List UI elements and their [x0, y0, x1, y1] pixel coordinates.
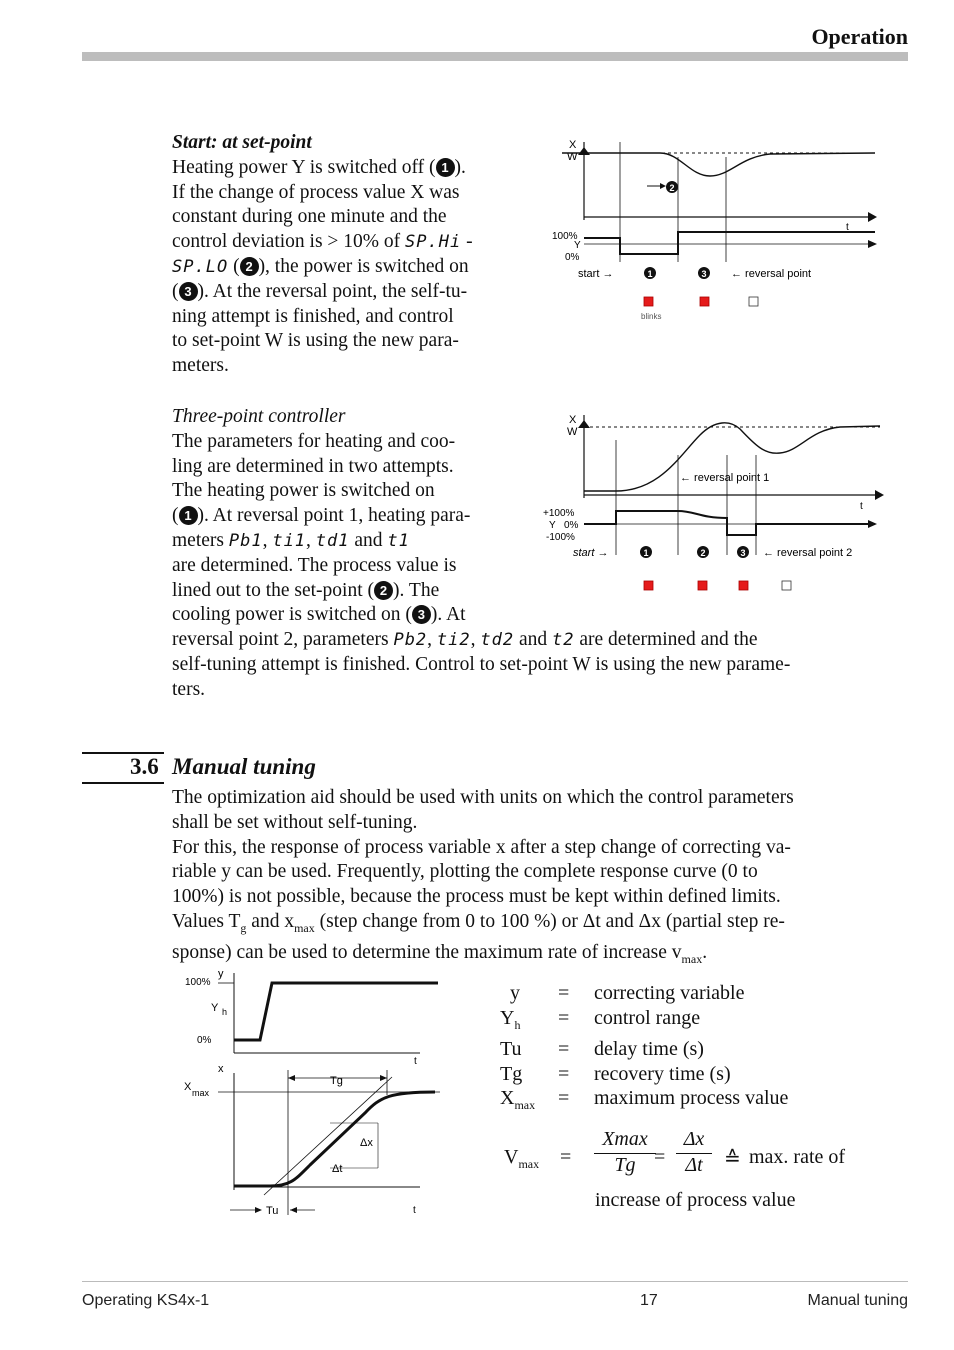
legend-row [500, 1037, 788, 1062]
step-2-icon: 2 [240, 257, 259, 276]
s-line3: For this, the response of process variable x after a step change of correcting va- [172, 836, 791, 858]
b2-line10: self-tuning attempt is finished. Control to set-point W is using the new parame- [172, 653, 791, 675]
legend-row [500, 981, 788, 1006]
c2-rev2-label: ← reversal point 2 [763, 547, 853, 559]
legend-equals: = [558, 1062, 570, 1085]
comma: , [427, 629, 437, 651]
legend-symbol [500, 1086, 558, 1118]
s-line6a: Values T [172, 910, 241, 932]
b1-line9: meters. [172, 355, 229, 377]
legend-symbol-sub: max [514, 1098, 536, 1113]
legend-symbol [500, 1062, 558, 1087]
legend-description: recovery time (s) [594, 1062, 731, 1085]
c1-y100: 100% [552, 231, 578, 242]
b1-line7: ning attempt is finished, and control [172, 305, 454, 327]
c1-process-curve [562, 153, 875, 176]
legend-row [500, 1006, 788, 1038]
c2-led-3-icon [739, 581, 748, 590]
legend-description: delay time (s) [594, 1038, 704, 1061]
b1-line8: to set-point W is using the new para- [172, 330, 459, 352]
legend-symbol-text: Y [500, 1006, 515, 1029]
manual-tuning-text [172, 786, 902, 971]
legend-symbol-sub: h [514, 1017, 521, 1032]
frac1-num: Xmax [602, 1128, 648, 1150]
b2-line7b: ). The [393, 579, 440, 601]
legend-description: maximum process value [594, 1087, 789, 1110]
s-line7b: . [702, 941, 708, 963]
block2-heading: Three-point controller [172, 406, 346, 427]
b2-line11: ters. [172, 678, 206, 700]
b1-dash: - [461, 231, 473, 253]
c2-led-1-icon [644, 581, 653, 590]
b2-line7a: lined out to the set-point ( [172, 579, 375, 601]
param-pb1: Pb1 [228, 530, 263, 551]
b2-line4a: ( [172, 505, 179, 527]
c3-tangent [264, 1077, 392, 1195]
c2-led-2-icon [698, 581, 707, 590]
s-line4: riable y can be used. Frequently, plotting the complete response curve (0 to [172, 861, 758, 883]
svg-text:2: 2 [669, 183, 675, 193]
c1-x-label: X [569, 139, 577, 151]
three-point-tuning-diagram [540, 405, 890, 600]
b1-line5b: ), the power is switched on [258, 255, 469, 277]
footer-doc-title: Operating KS4x-1 [82, 1292, 210, 1309]
section-rule-bottom [82, 782, 164, 784]
b2-line3: The heating power is switched on [172, 480, 435, 502]
param-pb2: Pb2 [393, 630, 428, 651]
legend-table [500, 981, 788, 1118]
fraction-1 [594, 1128, 656, 1177]
c1-led-off-icon [749, 297, 758, 306]
c2-t-label: t [860, 501, 863, 512]
footer-page-number: 17 [640, 1292, 658, 1309]
section-title: Manual tuning [172, 754, 316, 779]
step-1-icon: 1 [436, 158, 455, 177]
comma: , [470, 629, 481, 651]
c1-y0: 0% [565, 252, 580, 263]
comma: , [262, 529, 273, 551]
param-splo: SP.LO [172, 256, 229, 277]
b1-line1: Heating power Y is switched off ( [172, 156, 436, 178]
b1-line2: If the change of process value X was [172, 181, 460, 203]
frac2-den: Δt [676, 1153, 712, 1177]
legend-symbol-text: Tg [500, 1062, 523, 1085]
c3-y0: 0% [197, 1035, 212, 1046]
c2-y0: 0% [564, 520, 579, 531]
formula-eq2: = [654, 1146, 666, 1168]
c1-reversal-label: ← reversal point [731, 268, 812, 280]
s-line2: shall be set without self-tuning. [172, 811, 418, 833]
param-ti2: ti2 [436, 630, 471, 651]
comma: , [306, 529, 316, 551]
footer-rule [82, 1281, 908, 1282]
c2-y100: +100% [543, 508, 575, 519]
c3-y-label: y [218, 968, 224, 980]
vmax-sub: max [518, 1157, 540, 1171]
legend-row [500, 1086, 788, 1118]
and-word: and [514, 629, 553, 651]
step-3-icon: 3 [412, 605, 431, 624]
b1-line6a: ( [172, 280, 179, 302]
param-t2: t2 [552, 630, 575, 651]
legend-symbol-text: y [510, 982, 520, 1004]
b2-line8b: ). At [430, 604, 466, 626]
start-at-setpoint-text [172, 131, 532, 379]
svg-text:3: 3 [740, 548, 746, 558]
legend-equals: = [558, 1087, 570, 1110]
b2-line5a: meters [172, 529, 229, 551]
c1-blinks-label: blinks [641, 312, 662, 321]
c3-yh-sub: h [222, 1007, 228, 1017]
c2-led-off-icon [782, 581, 791, 590]
symbol-legend [500, 981, 788, 1118]
b1-line1-end: ). [454, 156, 466, 178]
sub-g: g [240, 920, 247, 935]
s-line7a: sponse) can be used to determine the maximum rate of increase v [172, 941, 682, 963]
param-sphi: SP.Hi [405, 232, 462, 253]
b1-line3: constant during one minute and the [172, 206, 447, 228]
c3-t-top-label: t [414, 1056, 417, 1067]
and-word: and [349, 529, 388, 551]
c1-power-signal [584, 232, 875, 254]
vmax-symbol: V [504, 1146, 519, 1168]
s-line6c: (step change from 0 to 100 %) or Δt and Δx (partial step re- [314, 910, 785, 932]
b1-line6b: ). At the reversal point, the self-tu- [197, 280, 468, 302]
param-ti1: ti1 [272, 530, 307, 551]
param-td2: td2 [480, 630, 515, 651]
legend-symbol [500, 1037, 558, 1062]
c3-dt-label: Δt [332, 1163, 343, 1175]
b2-line4b: ). At reversal point 1, heating para- [197, 505, 471, 527]
c1-w-label: W [567, 151, 578, 163]
c2-rev1-label: ← reversal point 1 [680, 472, 770, 484]
legend-symbol [500, 1006, 558, 1038]
legend-row [500, 1062, 788, 1087]
b1-line5a: ( [228, 255, 240, 277]
c1-y-label: Y [574, 240, 581, 251]
rate-text: max. rate of [749, 1146, 846, 1168]
legend-symbol-text: Tu [500, 1038, 522, 1061]
legend-equals: = [558, 1006, 570, 1029]
page-header-title: Operation [811, 24, 908, 49]
rate-text-2: increase of process value [595, 1189, 796, 1211]
c3-dx-label: Δx [360, 1137, 373, 1149]
svg-text:2: 2 [700, 548, 706, 558]
formula-eq1: = [560, 1146, 572, 1168]
c1-t-label: t [846, 222, 849, 233]
c3-y100: 100% [185, 977, 211, 988]
b2-line1: The parameters for heating and coo- [172, 430, 456, 452]
c1-led-on-icon [700, 297, 709, 306]
b2-line9a: reversal point 2, parameters [172, 629, 394, 651]
s-line6b: and x [246, 910, 295, 932]
b2-line2: ling are determined in two attempts. [172, 455, 454, 477]
c3-tg-label: Tg [330, 1075, 343, 1087]
svg-text:1: 1 [643, 548, 649, 558]
step-3-icon: 3 [179, 282, 198, 301]
c3-xmax: X [184, 1081, 192, 1093]
section-number: 3.6 [130, 754, 159, 779]
setpoint-tuning-diagram [540, 132, 890, 327]
c2-ym100: -100% [546, 532, 575, 543]
b2-line6: are determined. The process value is [172, 554, 457, 576]
s-line5: 100%) is not possible, because the process must be kept within defined limits. [172, 886, 781, 908]
legend-description: control range [594, 1006, 701, 1029]
step-1-icon: 1 [179, 506, 198, 525]
legend-equals: = [558, 1038, 570, 1061]
c2-start-label: start → [573, 547, 609, 559]
fraction-2 [676, 1128, 712, 1177]
block1-heading: Start: at set-point [172, 132, 312, 153]
step-response-diagram [180, 965, 450, 1220]
c2-x-label: X [569, 414, 577, 426]
b2-line9b: are determined and the [574, 629, 758, 651]
c2-w-label: W [567, 426, 578, 438]
b1-line4: control deviation is > 10% of [172, 231, 406, 253]
svg-text:1: 1 [647, 269, 653, 279]
c3-x-label: x [218, 1063, 224, 1075]
c3-step-signal [234, 983, 438, 1040]
b2-line8a: cooling power is switched on ( [172, 604, 412, 626]
c3-xmax-sub: max [192, 1088, 210, 1098]
c1-start-label: start → [578, 268, 614, 280]
c3-tu-label: Tu [266, 1205, 279, 1217]
footer-section: Manual tuning [807, 1292, 908, 1309]
header-bar [82, 52, 908, 61]
legend-symbol-text: X [500, 1087, 515, 1110]
c2-power-signal [584, 511, 875, 535]
frac1-den: Tg [594, 1153, 656, 1177]
param-td1: td1 [315, 530, 350, 551]
sub-max: max [681, 951, 703, 966]
legend-equals: = [558, 982, 570, 1004]
legend-symbol [500, 981, 558, 1006]
s-line1: The optimization aid should be used with units on which the control parameters [172, 787, 794, 808]
sub-max: max [294, 920, 315, 935]
corresponds-symbol: ≙ [724, 1148, 741, 1170]
step-2-icon: 2 [374, 581, 393, 600]
c2-y-label: Y [549, 520, 556, 531]
legend-description: correcting variable [594, 982, 745, 1004]
c3-yh: Y [211, 1002, 219, 1014]
frac2-num: Δx [683, 1128, 705, 1150]
c1-t-arrow [868, 212, 877, 222]
vmax-formula [504, 1128, 904, 1188]
c1-axis-arrow [578, 147, 590, 155]
c3-t-bottom-label: t [413, 1205, 416, 1216]
param-t1: t1 [387, 530, 410, 551]
c1-led-blink-icon [644, 297, 653, 306]
svg-text:3: 3 [701, 269, 707, 279]
